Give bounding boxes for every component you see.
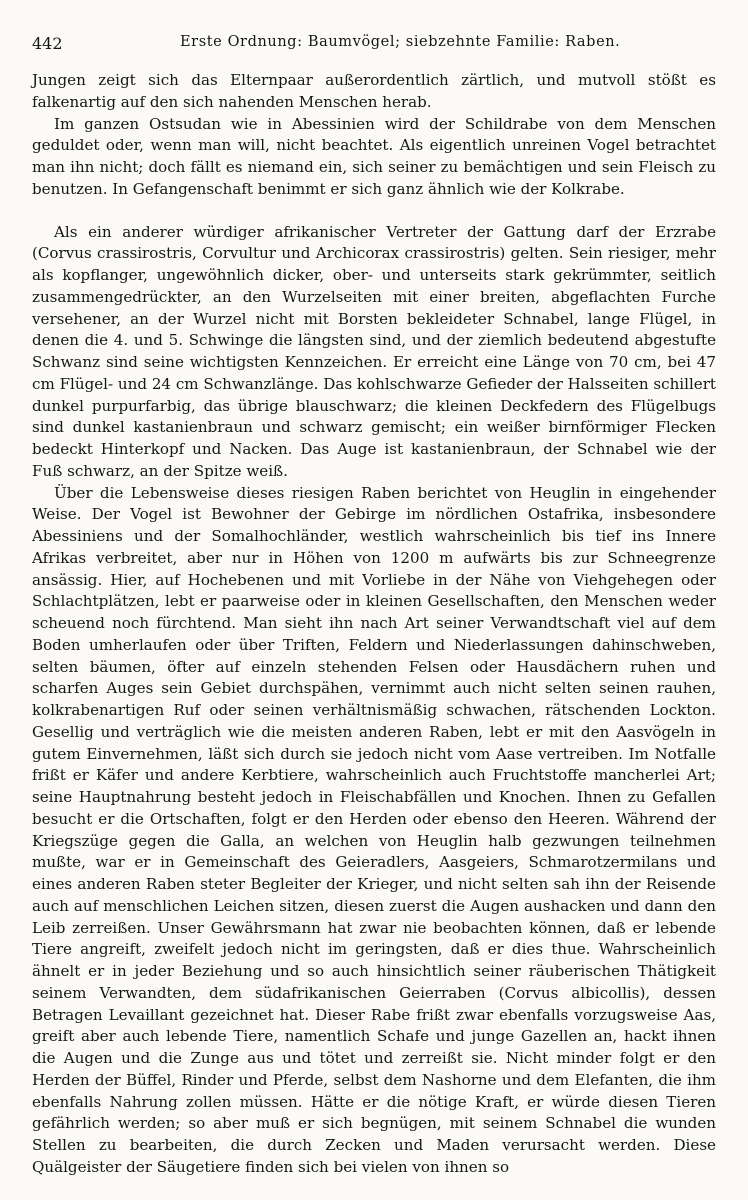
paragraph-erzrabe-lebensweise: Über die Lebensweise dieses riesigen Raben berichtet von Heuglin in eingehender Weise. Der Vogel ist Bewohner der Gebirge im nördlichen Ostafrika, insbesondere Abessiniens und der Somalhochländer, westlich wahrscheinlich bis tief ins Innere Afrikas verbreitet, aber nur in Höhen von 1200 m aufwärts bis zur Schneegrenze ansässig. Hier, auf Hochebenen und mit Vorliebe in der Nähe von Viehgehegen oder Schlachtplätzen, lebt er paarweise oder in kleinen Gesellschaften, den Menschen weder scheuend noch fürchtend. Man sieht ihn nach Art seiner Verwandtschaft viel auf dem Boden umherlaufen oder über Triften, Feldern und Niederlassungen dahinschweben, selten bäumen, öfter auf einzeln stehenden Felsen oder Hausdächern ruhen und scharfen Auges sein Gebiet durchspähen, vernimmt auch nicht selten seinen rauhen, kolkrabenartigen Ruf oder seinen verhältnismäßig schwachen, rätschenden Lockton. Gesellig und verträglich wie die meisten anderen Raben, lebt er mit den Aasvögeln in gutem Einvernehmen, läßt sich durch sie jedoch nicht vom Aase vertreiben. Im Notfalle frißt er Käfer und andere Kerbtiere, wahrscheinlich auch Fruchtstoffe mancherlei Art; seine Hauptnahrung besteht jedoch in Fleischabfällen und Knochen. Ihnen zu Gefallen besucht er die Ortschaften, folgt er den Herden oder ebenso den Heeren. Während der Kriegszüge gegen die Galla, an welchen von Heuglin halb gezwungen teilnehmen mußte, war er in Gemeinschaft des Geieradlers, Aasgeiers, Schmarotzermilans und eines anderen Raben steter Begleiter der Krieger, und nicht selten sah ihn der Reisende auch auf menschlichen Leichen sitzen, diesen zuerst die Augen aushacken und dann den Leib zerreißen. Unser Gewährsmann hat zwar nie beobachten können, daß er lebende Tiere angreift, zweifelt jedoch nicht im geringsten, daß er dies thue. Wahrscheinlich ähnelt er in jeder Beziehung und so auch hinsichtlich seiner räuberischen Thätigkeit seinem Verwandten, dem südafrikanischen Geierraben (Corvus albicollis), dessen Betragen Levaillant gezeichnet hat. Dieser Rabe frißt zwar ebenfalls vorzugsweise Aas, greift aber auch lebende Tiere, namentlich Schafe und junge Gazellen an, hackt ihnen die Augen und die Zunge aus und tötet und zerreißt sie. Nicht minder folgt er den Herden der Büffel, Rinder und Pferde, selbst dem Nashorne und dem Elefanten, die ihm ebenfalls Nahrung zollen müssen. Hätte er die nötige Kraft, er würde diesen Tieren gefährlich werden; so aber muß er sich begnügen, mit seinem Schnabel die wunden Stellen zu bearbeiten, die durch Zecken und Maden verursacht werden. Diese Quälgeister der Säugetiere finden sich bei vielen von ihnen so [32, 483, 716, 1176]
paragraph-continuation: Jungen zeigt sich das Elternpaar außerordentlich zärtlich, und mutvoll stößt es falkenartig auf den sich nahenden Menschen herab. [32, 71, 716, 111]
running-header [32, 30, 716, 56]
running-title: Erste Ordnung: Baumvögel; siebzehnte Familie: Raben. [180, 34, 621, 50]
paragraph-erzrabe-description: Als ein anderer würdiger afrikanischer Vertreter der Gattung darf der Erzrabe (Corvus crassirostris, Corvultur und Archicorax crassirostris) gelten. Sein riesiger, mehr als kopflanger, ungewöhnlich dicker, ober- und unterseits stark gekrümmter, seitlich zusammengedrückter, an den Wurzelseiten mit einer breiten, abgeflachten Furche versehener, an der Wurzel nicht mit Borsten bekleideter Schnabel, lange Flügel, in denen die 4. und 5. Schwinge die längsten sind, und der ziemlich bedeutend abgestufte Schwanz sind seine wichtigsten Kennzeichen. Er erreicht eine Länge von 70 cm, bei 47 cm Flügel- und 24 cm Schwanzlänge. Das kohlschwarze Gefieder der Halsseiten schillert dunkel purpurfarbig, das übrige blauschwarz; die kleinen Deckfedern des Flügelbugs sind dunkel kastanienbraun und schwarz gemischt; ein weißer birnförmiger Flecken bedeckt Hinterkopf und Nacken. Das Auge ist kastanienbraun, der Schnabel wie der Fuß schwarz, an der Spitze weiß. [32, 222, 716, 480]
body-text [32, 70, 716, 1179]
book-page [32, 30, 716, 1179]
paragraph-schildrabe: Im ganzen Ostsudan wie in Abessinien wird der Schildrabe von dem Menschen geduldet oder, wenn man will, nicht beachtet. Als eigentlich unreinen Vogel betrachtet man ihn nicht; doch fällt es niemand ein, sich seiner zu bemächtigen und sein Fleisch zu benutzen. In Gefangenschaft benimmt er sich ganz ähnlich wie der Kolkrabe. [32, 114, 716, 198]
page-number: 442 [32, 34, 63, 53]
